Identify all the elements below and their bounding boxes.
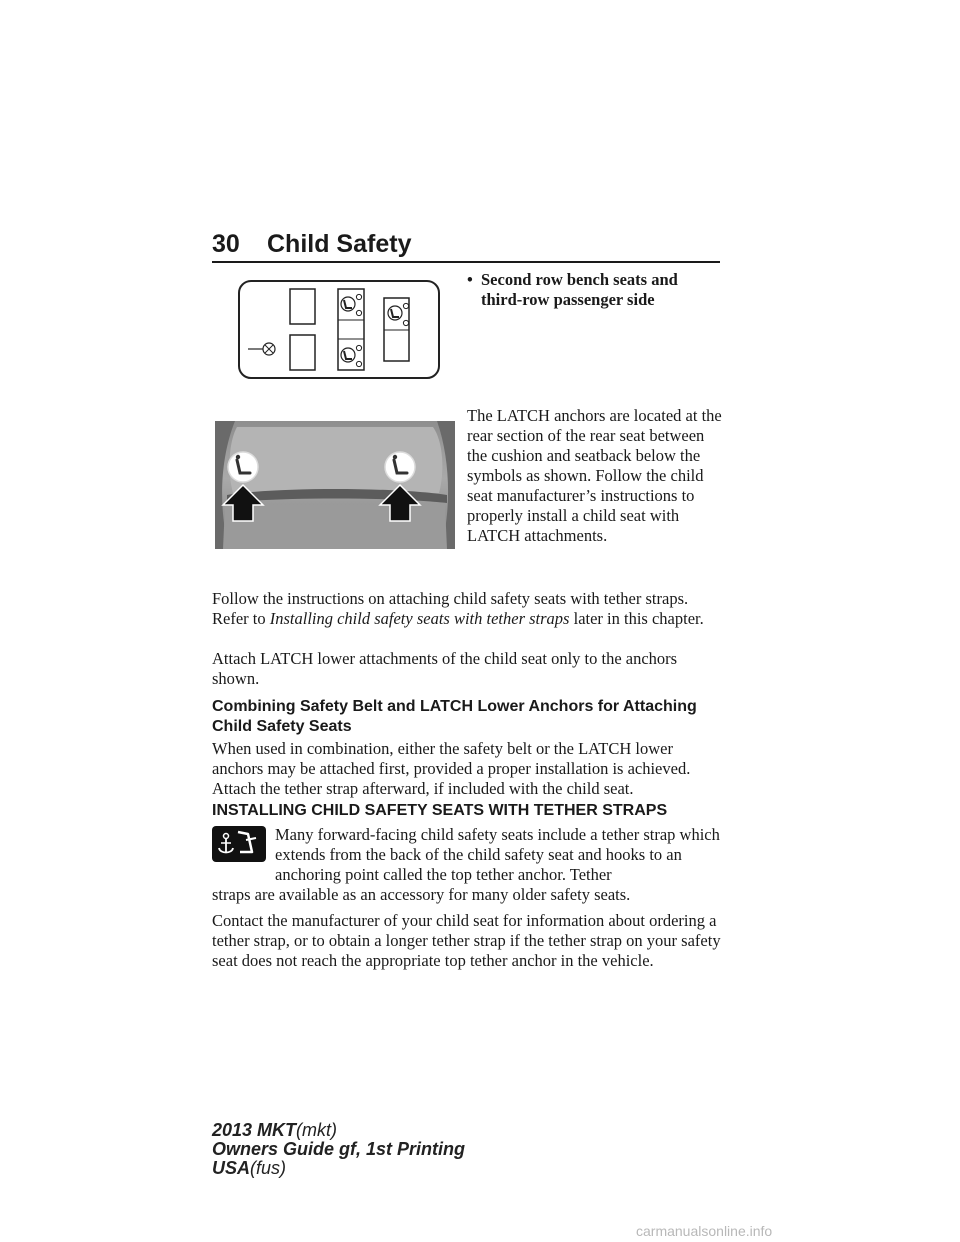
tether-anchor-icon [212,826,266,862]
combining-paragraph: When used in combination, either the safety belt or the LATCH lower anchors may be attached first, provided a proper installation is achieved. Attach the tether strap afterward, if included with the child seat. [212,739,691,798]
child-seat-icon [228,452,258,482]
refer-link-text: Installing child safety seats with tether straps [269,609,570,628]
latch-paragraph: The LATCH anchors are located at the rear section of the rear seat between the cushion and seatback below the symbols as shown. Follow the child seat manufacturer’s instructions to properly install a child seat with LATCH attachments. [467,406,722,545]
front-seat-left [290,289,315,324]
footer-guide: Owners Guide gf, 1st Printing [212,1139,466,1159]
latch-anchor-photo [215,421,455,549]
contact-paragraph: Contact the manufacturer of your child seat for information about ordering a tether strap, or to obtain a longer tether strap if the tether strap on your safety seat does not reach the appropriate top tether anchor in the vehicle. [212,911,721,970]
header-rule [212,261,720,263]
refer-suffix: later in this chapter. [573,609,704,628]
installing-heading: INSTALLING CHILD SAFETY SEATS WITH TETHER STRAPS [212,802,668,819]
page-number: 30 [212,230,240,258]
refer-prefix: Refer to [212,609,266,628]
footer-market: USA [212,1158,251,1178]
footer-print-info [212,1121,465,1178]
combining-heading: Combining Safety Belt and LATCH Lower Anchors for Attaching Child Safety Seats [212,698,697,735]
seat-layout-diagram [238,280,440,380]
attach-paragraph: Attach LATCH lower attachments of the child seat only to the anchors shown. [212,649,678,688]
footer-market-code: (fus) [250,1158,287,1178]
bullet-item [467,270,722,310]
footer-model: 2013 MKT [212,1120,297,1140]
child-seat-icon [385,452,415,482]
bullet-line-2: third-row passenger side [481,290,655,309]
bullet-line-1: Second row bench seats and [481,270,678,289]
tether-paragraph-wrap: Many forward-facing child safety seats include a tether strap which extends from the back of the child safety seat and hooks to an anchoring point called the top tether anchor. Tether [275,825,720,884]
section-title: Child Safety [267,230,412,258]
tether-paragraph-continued: straps are available as an accessory for many older safety seats. [212,885,631,904]
footer-model-code: (mkt) [296,1120,338,1140]
watermark: carmanualsonline.info [636,1223,773,1239]
bullet-dot: • [467,270,473,289]
front-seat-right [290,335,315,370]
follow-line-1: Follow the instructions on attaching child safety seats with tether straps. [212,589,689,608]
follow-instructions-paragraph [212,589,722,629]
